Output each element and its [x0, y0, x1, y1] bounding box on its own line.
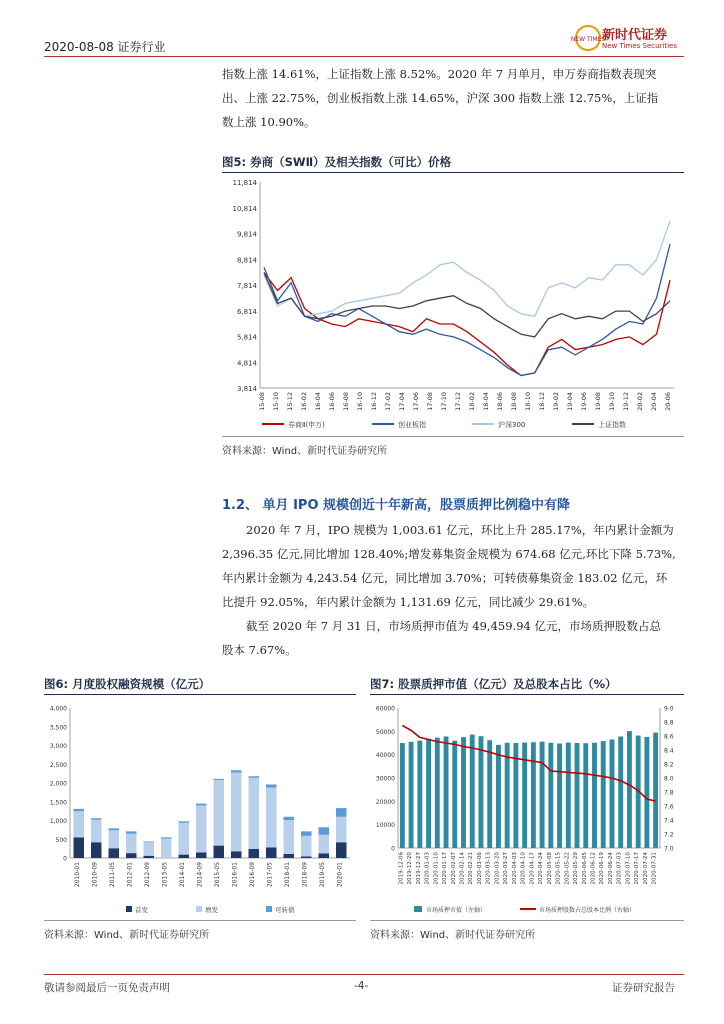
bar: [336, 808, 347, 817]
bar: [126, 853, 137, 858]
footer-report-type: 证券研究报告: [612, 982, 675, 994]
x-tick-label: 2020-02-21: [468, 852, 475, 885]
fig6-source: 资料来源：Wind、新时代证券研究所: [44, 930, 210, 941]
bar: [301, 836, 312, 857]
x-tick-label: 2020-05-08: [546, 852, 553, 885]
x-tick-label: 19-04: [566, 392, 574, 411]
bar: [179, 823, 190, 855]
x-tick-label: 18-12: [538, 392, 546, 411]
x-tick-label: 18-06: [496, 392, 504, 411]
bar: [91, 842, 102, 858]
x-tick-label: 2010-01: [73, 862, 81, 888]
x-tick-label: 2019-12-06: [398, 852, 405, 885]
bar: [126, 831, 137, 833]
bar: [109, 828, 120, 830]
bar: [592, 743, 597, 848]
legend-swatch: [414, 906, 422, 912]
series-line: [264, 221, 670, 316]
legend-label: 可转债: [275, 906, 295, 914]
y2-tick-label: 8.2: [664, 761, 674, 769]
x-tick-label: 17-08: [426, 392, 434, 411]
x-tick-label: 2020-03-13: [485, 852, 492, 885]
intro-line: 出、上涨 22.75%，创业板指数上涨 14.65%，沪深 300 指数上涨 12.75%，上证指: [222, 91, 659, 105]
x-tick-label: 2011-05: [108, 862, 116, 888]
bar: [266, 848, 277, 859]
y2-tick-label: 9.0: [664, 705, 674, 713]
y-tick-label: 10,814: [232, 204, 257, 213]
company-logo-icon: [570, 24, 606, 52]
x-tick-label: 17-10: [440, 392, 448, 411]
x-tick-label: 16-04: [314, 392, 322, 411]
y-tick-label: 60000: [375, 705, 395, 713]
bar: [522, 743, 527, 848]
y2-tick-label: 7.4: [664, 817, 674, 825]
bar: [301, 857, 312, 859]
bar: [575, 743, 580, 848]
y-tick-label: 50000: [375, 728, 395, 736]
y-tick-label: 2,000: [49, 780, 67, 788]
fig6-bar-chart: [44, 698, 356, 916]
bar: [319, 827, 330, 835]
bar: [91, 820, 102, 843]
bar: [284, 854, 295, 858]
legend-label: 市场质押股数占总股本比例（右轴）: [539, 907, 636, 914]
x-tick-label: 16-12: [370, 392, 378, 411]
bar: [452, 741, 457, 848]
bar: [109, 830, 120, 848]
bar: [214, 779, 225, 780]
bar: [144, 856, 155, 858]
bar: [618, 736, 623, 848]
x-tick-label: 2015-05: [213, 862, 221, 888]
bar: [319, 835, 330, 854]
y-tick-label: 0: [391, 845, 395, 853]
body-line: 股本 7.67%。: [222, 643, 297, 657]
body-line: 截至 2020 年 7 月 31 日，市场质押市值为 49,459.94 亿元，市场质押股数占总: [246, 619, 661, 633]
bar: [144, 842, 155, 856]
series-line: [402, 726, 655, 802]
x-tick-label: 2016-09: [248, 862, 256, 888]
x-tick-label: 19-06: [580, 392, 588, 411]
x-tick-label: 2012-01: [126, 862, 134, 888]
body-line: 2,396.35 亿元,同比增加 128.40%;增发募集资金规模为 674.68 亿元,环比下降 5.73%,: [222, 547, 676, 561]
bar: [557, 743, 562, 848]
x-tick-label: 2013-05: [161, 862, 169, 888]
y2-tick-label: 7.6: [664, 803, 674, 811]
x-tick-label: 2020-06-24: [607, 852, 614, 885]
footer-divider: [44, 974, 684, 975]
x-tick-label: 2020-04-03: [511, 852, 518, 885]
bar: [214, 846, 225, 858]
x-tick-label: 2020-04-17: [529, 852, 536, 885]
legend-label: 增发: [205, 906, 218, 914]
fig7-bottom-rule: [370, 920, 684, 921]
x-tick-label: 2014-09: [196, 862, 204, 888]
fig6-bottom-rule: [44, 920, 356, 921]
y2-tick-label: 8.6: [664, 733, 674, 741]
x-tick-label: 2019-12-27: [415, 852, 422, 885]
x-tick-label: 2018-01: [283, 862, 291, 888]
bar: [319, 854, 330, 859]
bar: [487, 740, 492, 848]
bar: [601, 741, 606, 848]
svg-text:NEW TIMES: NEW TIMES: [570, 36, 606, 43]
y-tick-label: 500: [55, 836, 67, 844]
y-tick-label: 1,000: [49, 818, 67, 825]
x-tick-label: 17-02: [384, 392, 392, 411]
y-tick-label: 4,000: [49, 705, 67, 713]
x-tick-label: 17-06: [412, 392, 420, 411]
bar: [531, 742, 536, 848]
header-date-industry: 2020-08-08 证券行业: [44, 40, 166, 54]
bar: [126, 834, 137, 854]
bar: [196, 852, 207, 858]
x-tick-label: 2020-05-29: [573, 852, 580, 885]
bar: [196, 804, 207, 806]
legend-label: 创业板指: [398, 421, 426, 429]
bar: [417, 741, 422, 848]
bar: [505, 743, 510, 848]
x-tick-label: 2020-01-10: [433, 852, 440, 885]
x-tick-label: 17-04: [398, 392, 406, 411]
bar: [470, 735, 475, 848]
header-divider: [44, 56, 684, 57]
x-tick-label: 2020-03-20: [494, 852, 501, 885]
body-paragraph-1: [222, 518, 692, 614]
legend-label: 沪深300: [498, 421, 526, 429]
x-tick-label: 2020-07-24: [642, 852, 649, 885]
series-line: [264, 244, 670, 375]
x-tick-label: 2019-12-20: [407, 852, 414, 885]
x-tick-label: 16-06: [328, 392, 336, 411]
legend-label: 首发: [135, 906, 148, 914]
x-tick-label: 20-02: [636, 392, 644, 411]
x-tick-label: 2016-01: [231, 862, 239, 888]
logo-text-en: New Times Securities: [602, 42, 677, 50]
x-tick-label: 2020-03-27: [503, 852, 510, 885]
x-tick-label: 2020-01: [336, 862, 344, 888]
bar: [627, 731, 632, 848]
y-tick-label: 9,814: [236, 230, 257, 239]
fig7-source: 资料来源：Wind、新时代证券研究所: [370, 930, 536, 941]
bar: [74, 837, 85, 858]
x-tick-label: 2020-04-24: [538, 852, 545, 885]
bar: [409, 742, 414, 848]
x-tick-label: 2020-02-07: [450, 852, 457, 885]
x-tick-label: 2020-05-22: [564, 852, 571, 885]
x-tick-label: 15-12: [286, 392, 294, 411]
bar: [644, 737, 649, 848]
y-tick-label: 8,814: [236, 256, 257, 265]
section-heading: 1.2、 单月 IPO 规模创近十年新高，股票质押比例稳中有降: [222, 498, 571, 513]
fig5-line-chart: [222, 176, 684, 432]
x-tick-label: 2010-09: [91, 862, 99, 888]
bar: [284, 820, 295, 854]
legend-swatch: [266, 906, 272, 912]
legend-swatch: [126, 906, 132, 912]
x-tick-label: 2020-01-03: [424, 852, 431, 885]
x-tick-label: 2017-05: [266, 862, 274, 888]
x-tick-label: 2020-07-10: [625, 852, 632, 885]
bar: [336, 842, 347, 858]
x-tick-label: 2014-01: [178, 862, 186, 888]
bar: [74, 809, 85, 811]
bar: [426, 739, 431, 848]
fig5-title: 图5: 券商（SWⅡ）及相关指数（可比）价格: [222, 155, 452, 169]
x-tick-label: 2020-07-31: [651, 852, 658, 885]
bar: [179, 821, 190, 823]
y-tick-label: 3,000: [49, 743, 67, 750]
x-tick-label: 15-10: [272, 392, 280, 411]
x-tick-label: 2020-05-15: [555, 852, 562, 885]
body-line: 比提升 92.05%，年内累计金额为 1,131.69 亿元，同比减少 29.61%。: [222, 595, 595, 609]
bar: [400, 743, 405, 848]
x-tick-label: 2012-09: [143, 862, 151, 888]
y-tick-label: 40000: [375, 752, 395, 760]
y-tick-label: 7,814: [236, 282, 257, 290]
x-tick-label: 2018-09: [301, 862, 309, 888]
fig6-title-rule: [44, 694, 356, 695]
x-tick-label: 16-08: [342, 392, 350, 411]
x-tick-label: 2020-07-17: [634, 852, 641, 885]
legend-label: 市场质押市值（左轴）: [426, 907, 487, 914]
bar: [540, 742, 545, 848]
bar: [583, 743, 588, 848]
bar: [653, 733, 658, 848]
fig5-source: 资料来源：Wind、新时代证券研究所: [222, 446, 388, 457]
x-tick-label: 18-10: [524, 392, 532, 411]
y2-tick-label: 7.0: [664, 845, 674, 853]
bar: [249, 849, 260, 858]
bar: [284, 817, 295, 820]
x-tick-label: 19-02: [552, 392, 560, 411]
series-line: [264, 273, 670, 376]
bar: [336, 817, 347, 843]
x-tick-label: 19-12: [622, 392, 630, 411]
x-tick-label: 18-08: [510, 392, 518, 411]
y-tick-label: 6,814: [236, 307, 257, 316]
x-tick-label: 20-06: [664, 392, 672, 411]
x-tick-label: 2020-07-03: [616, 852, 623, 885]
bar: [144, 842, 155, 843]
x-tick-label: 2019-05: [318, 862, 326, 888]
bar: [435, 738, 440, 848]
x-tick-label: 19-10: [608, 392, 616, 411]
intro-line: 数上涨 10.90%。: [222, 115, 316, 129]
bar: [496, 745, 501, 848]
fig5-title-rule: [222, 172, 684, 173]
y-tick-label: 1,500: [49, 799, 67, 807]
y2-tick-label: 8.0: [664, 775, 674, 783]
y2-tick-label: 8.8: [664, 719, 674, 727]
bar: [214, 780, 225, 846]
footer-disclaimer: 敬请参阅最后一页免责声明: [44, 982, 170, 994]
x-tick-label: 2020-02-14: [459, 852, 466, 885]
bar: [266, 788, 277, 848]
fig7-title-rule: [370, 694, 684, 695]
y-tick-label: 3,814: [236, 385, 257, 393]
body-line: 年内累计金额为 4,243.54 亿元，同比增加 3.70%；可转债募集资金 183.02 亿元，环: [222, 571, 668, 585]
x-tick-label: 18-04: [482, 392, 490, 411]
bar: [231, 770, 242, 772]
bar: [301, 831, 312, 836]
x-tick-label: 15-08: [258, 392, 266, 411]
logo-text-cn: 新时代证券: [602, 28, 668, 43]
legend-label: 券商Ⅱ(申万): [288, 421, 325, 429]
bar: [179, 855, 190, 858]
series-line: [264, 273, 670, 337]
x-tick-label: 19-08: [594, 392, 602, 411]
x-tick-label: 2020-01-17: [442, 852, 449, 885]
bar: [109, 848, 120, 858]
bar: [461, 737, 466, 848]
bar: [74, 811, 85, 837]
intro-paragraph: [222, 62, 692, 134]
legend-swatch: [196, 906, 202, 912]
bar: [566, 743, 571, 848]
fig7-combo-chart: [370, 698, 684, 916]
fig5-bottom-rule: [222, 436, 684, 437]
bar: [479, 736, 484, 848]
x-tick-label: 2020-06-19: [599, 852, 606, 885]
bar: [444, 736, 449, 848]
x-tick-label: 2020-06-12: [590, 852, 597, 885]
bar: [231, 851, 242, 858]
legend-label: 上证指数: [598, 421, 626, 429]
bar: [91, 818, 102, 820]
y-tick-label: 10000: [375, 822, 395, 830]
bar: [196, 806, 207, 853]
bar: [548, 743, 553, 848]
bar: [266, 785, 277, 788]
y-tick-label: 4,814: [236, 359, 257, 368]
fig7-title: 图7: 股票质押市值（亿元）及总股本占比（%）: [370, 677, 617, 691]
x-tick-label: 2020-03-06: [476, 852, 483, 885]
bar: [249, 776, 260, 778]
y-tick-label: 30000: [375, 775, 395, 783]
body-paragraph-2: [222, 614, 692, 662]
page-number: -4-: [354, 980, 369, 992]
x-tick-label: 17-12: [454, 392, 462, 411]
y-tick-label: 0: [63, 855, 67, 863]
bar: [161, 837, 172, 838]
y-tick-label: 20000: [375, 798, 395, 806]
x-tick-label: 16-10: [356, 392, 364, 411]
y-tick-label: 2,500: [49, 761, 67, 769]
y-tick-label: 11,814: [232, 179, 257, 187]
bar: [249, 778, 260, 849]
intro-line: 指数上涨 14.61%，上证指数上涨 8.52%。2020 年 7 月单月，申万券商指数表现突: [222, 67, 657, 81]
x-tick-label: 18-02: [468, 392, 476, 411]
x-tick-label: 2020-06-05: [581, 852, 588, 885]
y2-tick-label: 7.2: [664, 831, 674, 839]
x-tick-label: 20-04: [650, 392, 658, 411]
fig6-title: 图6: 月度股权融资规模（亿元）: [44, 677, 211, 691]
y-tick-label: 3,500: [49, 724, 67, 732]
body-line: 2020 年 7 月，IPO 规模为 1,003.61 亿元，环比上升 285.17%，年内累计金额为: [246, 523, 674, 537]
bar: [231, 773, 242, 852]
x-tick-label: 2020-04-10: [520, 852, 527, 885]
x-tick-label: 16-02: [300, 392, 308, 411]
y2-tick-label: 7.8: [664, 789, 674, 797]
y2-tick-label: 8.4: [664, 747, 674, 755]
bar: [161, 839, 172, 859]
bar: [610, 740, 615, 849]
y-tick-label: 5,814: [236, 333, 257, 342]
